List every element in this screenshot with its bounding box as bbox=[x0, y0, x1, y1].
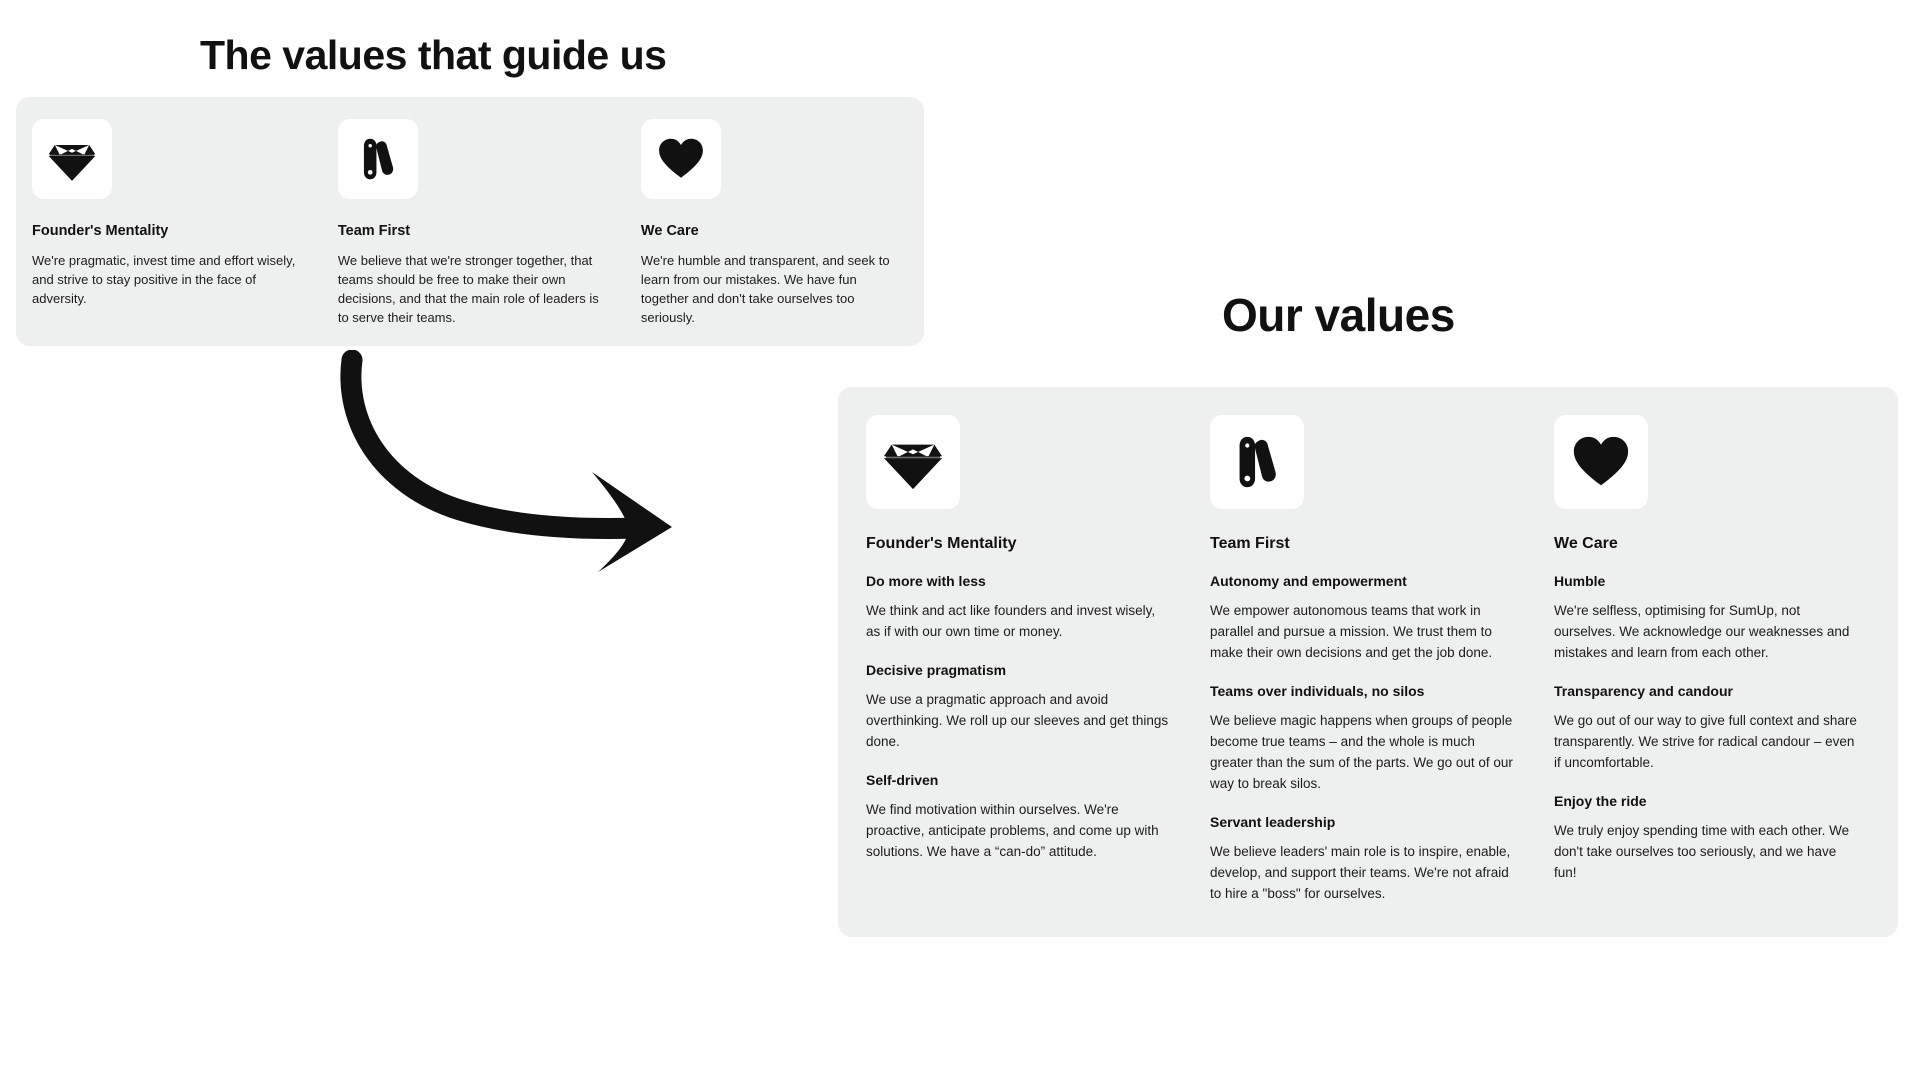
after-item-heading: Self-driven bbox=[866, 772, 939, 788]
after-item-heading: Decisive pragmatism bbox=[866, 662, 1007, 678]
heart-icon-tile bbox=[641, 119, 721, 199]
swiss-army-knife-icon-tile bbox=[1210, 415, 1304, 509]
heart-icon-tile bbox=[1554, 415, 1648, 509]
swiss-army-knife-icon bbox=[1226, 431, 1288, 493]
heart-icon bbox=[1570, 431, 1632, 493]
before-card-title: Founder's Mentality bbox=[32, 223, 169, 239]
after-item-body: We think and act like founders and invest wisely, as if with our own time or money. bbox=[866, 603, 1156, 639]
before-panel bbox=[16, 97, 924, 346]
before-card-team-first bbox=[338, 119, 621, 327]
heart-icon bbox=[656, 134, 706, 184]
swiss-army-knife-icon-tile bbox=[338, 119, 418, 199]
swiss-army-knife-icon bbox=[353, 134, 403, 184]
after-card-title: We Care bbox=[1554, 535, 1618, 552]
before-card-body: We're humble and transparent, and seek to learn from our mistakes. We have fun together and don't take ourselves too seriously. bbox=[640, 253, 890, 325]
after-item-body: We go out of our way to give full context and share transparently. We strive for radical candour – even if uncomfortable. bbox=[1554, 713, 1857, 770]
after-card-team-first bbox=[1210, 415, 1517, 904]
after-item-heading: Teams over individuals, no silos bbox=[1210, 683, 1425, 699]
after-item-body: We empower autonomous teams that work in parallel and pursue a mission. We trust them to make their own decisions and get the job done. bbox=[1210, 603, 1493, 660]
after-item-heading: Servant leadership bbox=[1210, 814, 1336, 830]
after-item-heading: Humble bbox=[1554, 573, 1606, 589]
after-item-body: We believe magic happens when groups of people become true teams – and the whole is much greater than the sum of the parts. We go out of our way to break silos. bbox=[1210, 713, 1513, 791]
after-card-founders-mentality bbox=[866, 415, 1173, 904]
after-item-body: We use a pragmatic approach and avoid overthinking. We roll up our sleeves and get things done. bbox=[866, 692, 1169, 749]
diamond-icon-tile bbox=[32, 119, 112, 199]
after-item-heading: Enjoy the ride bbox=[1554, 793, 1647, 809]
before-card-body: We believe that we're stronger together, that teams should be free to make their own decisions, and that the main role of leaders is to serve their teams. bbox=[337, 253, 599, 325]
after-item-heading: Transparency and candour bbox=[1554, 683, 1733, 699]
diamond-icon-tile bbox=[866, 415, 960, 509]
before-card-we-care bbox=[641, 119, 924, 327]
before-panel-title: The values that guide us bbox=[200, 32, 667, 78]
before-card-founders-mentality bbox=[32, 119, 320, 327]
after-item-heading: Do more with less bbox=[866, 573, 986, 589]
after-card-we-care bbox=[1554, 415, 1861, 904]
before-card-title: Team First bbox=[337, 223, 411, 239]
after-item-body: We believe leaders' main role is to inspire, enable, develop, and support their teams. We're not afraid to hire a "boss" for ourselves. bbox=[1210, 844, 1511, 901]
after-item-body: We're selfless, optimising for SumUp, not ourselves. We acknowledge our weaknesses and mistakes and learn from each other. bbox=[1554, 603, 1850, 660]
after-item-body: We truly enjoy spending time with each other. We don't take ourselves too seriously, and we have fun! bbox=[1554, 823, 1850, 880]
after-item-heading: Autonomy and empowerment bbox=[1210, 573, 1407, 589]
after-panel bbox=[838, 387, 1898, 937]
diamond-icon bbox=[47, 134, 97, 184]
curved-arrow-icon bbox=[340, 350, 760, 580]
before-card-body: We're pragmatic, invest time and effort wisely, and strive to stay positive in the face of adversity. bbox=[32, 253, 296, 306]
diamond-icon bbox=[882, 431, 944, 493]
after-card-title: Team First bbox=[1210, 535, 1290, 552]
after-card-title: Founder's Mentality bbox=[866, 535, 1017, 552]
after-item-body: We find motivation within ourselves. We're proactive, anticipate problems, and come up with solutions. We have a “can-do” attitude. bbox=[866, 802, 1159, 859]
after-panel-title: Our values bbox=[1222, 289, 1455, 341]
before-card-title: We Care bbox=[640, 223, 699, 239]
